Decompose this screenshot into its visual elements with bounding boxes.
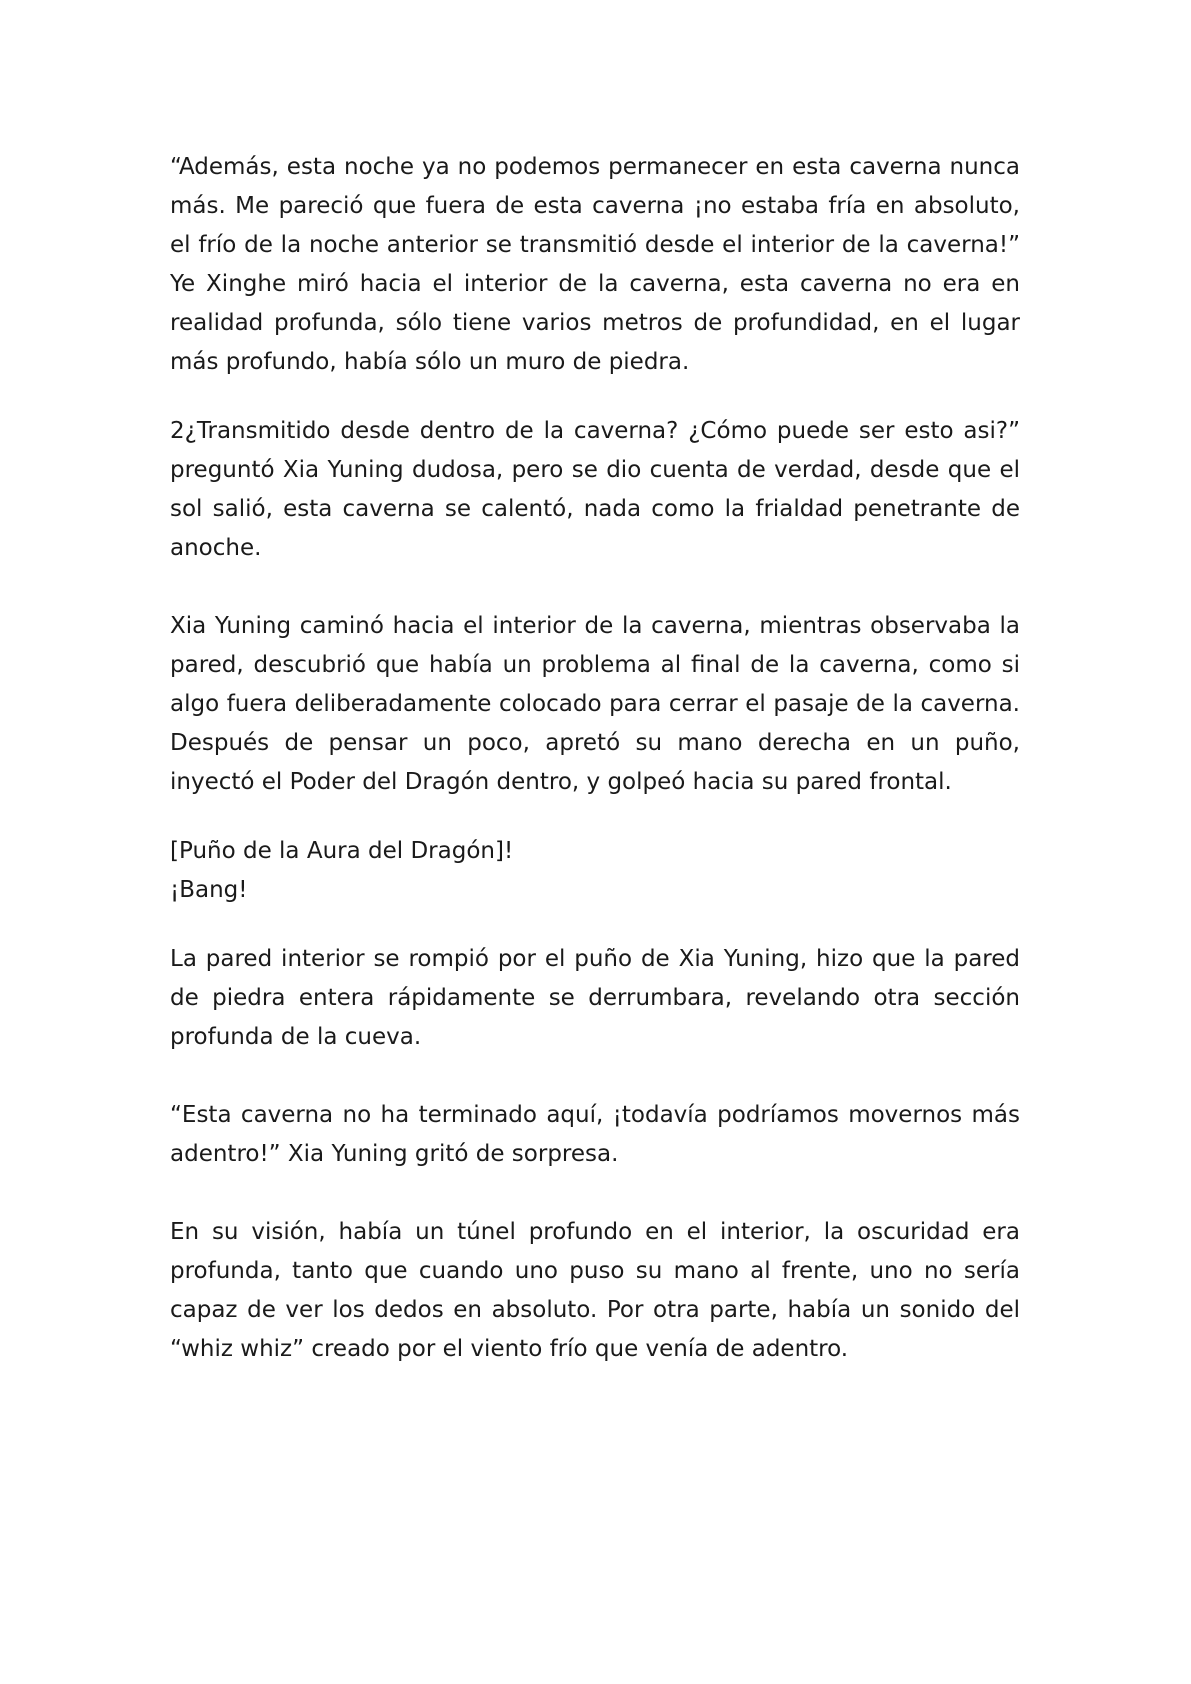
paragraph-2: 2¿Transmitido desde dentro de la caverna? ¿Cómo puede ser esto asi?” preguntó Xia Yuning dudosa, pero se dio cuenta de verdad, desde que el sol salió, esta caverna se calentó, nada como la frialdad penetrante de anoche. bbox=[170, 418, 1020, 561]
paragraph-3: Xia Yuning caminó hacia el interior de la caverna, mientras observaba la pared, descubrió que había un problema al final de la caverna, como si algo fuera deliberadamente colocado para cerrar el pasaje de la caverna. Después de pensar un poco, apretó su mano derecha en un puño, inyectó el Poder del Dragón dentro, y golpeó hacia su pared frontal. bbox=[170, 613, 1020, 795]
paragraph-8: En su visión, había un túnel profundo en el interior, la oscuridad era profunda, tanto que cuando uno puso su mano al frente, uno no sería capaz de ver los dedos en absoluto. Por otra parte, había un sonido del “whiz whiz” creado por el viento frío que venía de adentro. bbox=[170, 1219, 1020, 1362]
document-page bbox=[170, 148, 1020, 1408]
paragraph-6: La pared interior se rompió por el puño de Xia Yuning, hizo que la pared de piedra entera rápidamente se derrumbara, revelando otra sección profunda de la cueva. bbox=[170, 946, 1020, 1050]
paragraph-1: “Además, esta noche ya no podemos permanecer en esta caverna nunca más. Me pareció que fuera de esta caverna ¡no estaba fría en absoluto, el frío de la noche anterior se transmitió desde el interior de la caverna!” Ye Xinghe miró hacia el interior de la caverna, esta caverna no era en realidad profunda, sólo tiene varios metros de profundidad, en el lugar más profundo, había sólo un muro de piedra. bbox=[170, 154, 1020, 375]
paragraph-7: “Esta caverna no ha terminado aquí, ¡todavía podríamos movernos más adentro!” Xia Yuning gritó de sorpresa. bbox=[170, 1102, 1020, 1167]
paragraph-4: [Puño de la Aura del Dragón]! bbox=[170, 838, 514, 864]
paragraph-5: ¡Bang! bbox=[170, 877, 248, 903]
